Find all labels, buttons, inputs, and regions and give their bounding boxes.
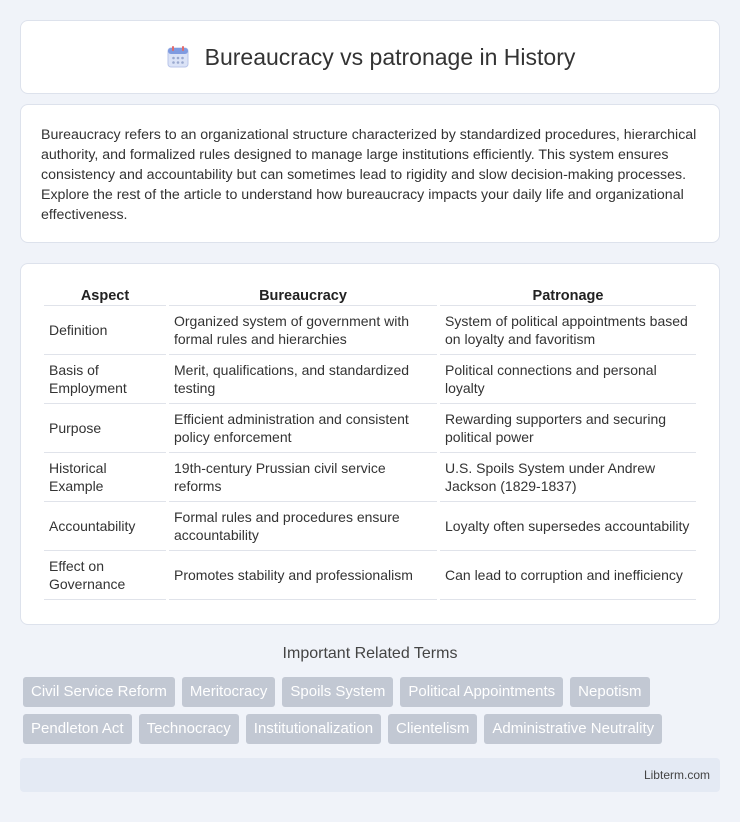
related-term-tag[interactable]: Nepotism: [570, 677, 649, 707]
footer: [20, 758, 720, 792]
cell-patronage: Rewarding supporters and securing political power: [440, 404, 696, 453]
related-terms-title: Important Related Terms: [282, 645, 458, 662]
calendar-icon: [165, 44, 191, 70]
cell-aspect: Basis of Employment: [44, 355, 166, 404]
cell-aspect: Effect on Governance: [44, 551, 166, 600]
cell-patronage: Can lead to corruption and inefficiency: [440, 551, 696, 600]
related-term-tag[interactable]: Pendleton Act: [23, 714, 132, 744]
cell-bureaucracy: Promotes stability and professionalism: [169, 551, 437, 600]
table-row: [44, 404, 696, 453]
intro-text: Bureaucracy refers to an organizational structure characterized by standardized procedures, hierarchical authority, and formalized rules designed to manage large institutions efficiently. This system ensures consistency and accountability but can sometimes lead to rigidity and slow decision-making processes. Explore the rest of the article to understand how bureaucracy impacts your daily life and organizational effectiveness.: [41, 127, 697, 223]
table-row: [44, 453, 696, 502]
table-row: [44, 551, 696, 600]
cell-bureaucracy: Merit, qualifications, and standardized testing: [169, 355, 437, 404]
cell-patronage: U.S. Spoils System under Andrew Jackson (1829-1837): [440, 453, 696, 502]
related-terms-list: [23, 677, 723, 744]
table-header-row: [44, 284, 696, 306]
cell-bureaucracy: Efficient administration and consistent policy enforcement: [169, 404, 437, 453]
table-row: [44, 355, 696, 404]
header-bureaucracy: Bureaucracy: [169, 284, 437, 306]
related-term-tag[interactable]: Meritocracy: [182, 677, 276, 707]
title-card: [20, 20, 720, 94]
table-row: [44, 502, 696, 551]
related-term-tag[interactable]: Spoils System: [282, 677, 393, 707]
page-title: Bureaucracy vs patronage in History: [204, 43, 576, 70]
related-term-tag[interactable]: Institutionalization: [246, 714, 381, 744]
cell-patronage: Loyalty often supersedes accountability: [440, 502, 696, 551]
cell-patronage: System of political appointments based on loyalty and favoritism: [440, 306, 696, 355]
related-term-tag[interactable]: Civil Service Reform: [23, 677, 175, 707]
related-term-tag[interactable]: Technocracy: [139, 714, 239, 744]
cell-bureaucracy: 19th-century Prussian civil service reforms: [169, 453, 437, 502]
table-row: [44, 306, 696, 355]
header-patronage: Patronage: [440, 284, 696, 306]
cell-aspect: Definition: [44, 306, 166, 355]
comparison-table: [41, 284, 699, 600]
cell-bureaucracy: Organized system of government with formal rules and hierarchies: [169, 306, 437, 355]
cell-aspect: Purpose: [44, 404, 166, 453]
cell-patronage: Political connections and personal loyalty: [440, 355, 696, 404]
intro-card: [20, 104, 720, 243]
related-term-tag[interactable]: Political Appointments: [400, 677, 563, 707]
footer-site-link[interactable]: Libterm.com: [643, 768, 710, 782]
related-term-tag[interactable]: Administrative Neutrality: [484, 714, 662, 744]
related-term-tag[interactable]: Clientelism: [388, 714, 477, 744]
comparison-table-card: [20, 263, 720, 625]
cell-bureaucracy: Formal rules and procedures ensure accountability: [169, 502, 437, 551]
cell-aspect: Historical Example: [44, 453, 166, 502]
header-aspect: Aspect: [44, 284, 166, 306]
cell-aspect: Accountability: [44, 502, 166, 551]
